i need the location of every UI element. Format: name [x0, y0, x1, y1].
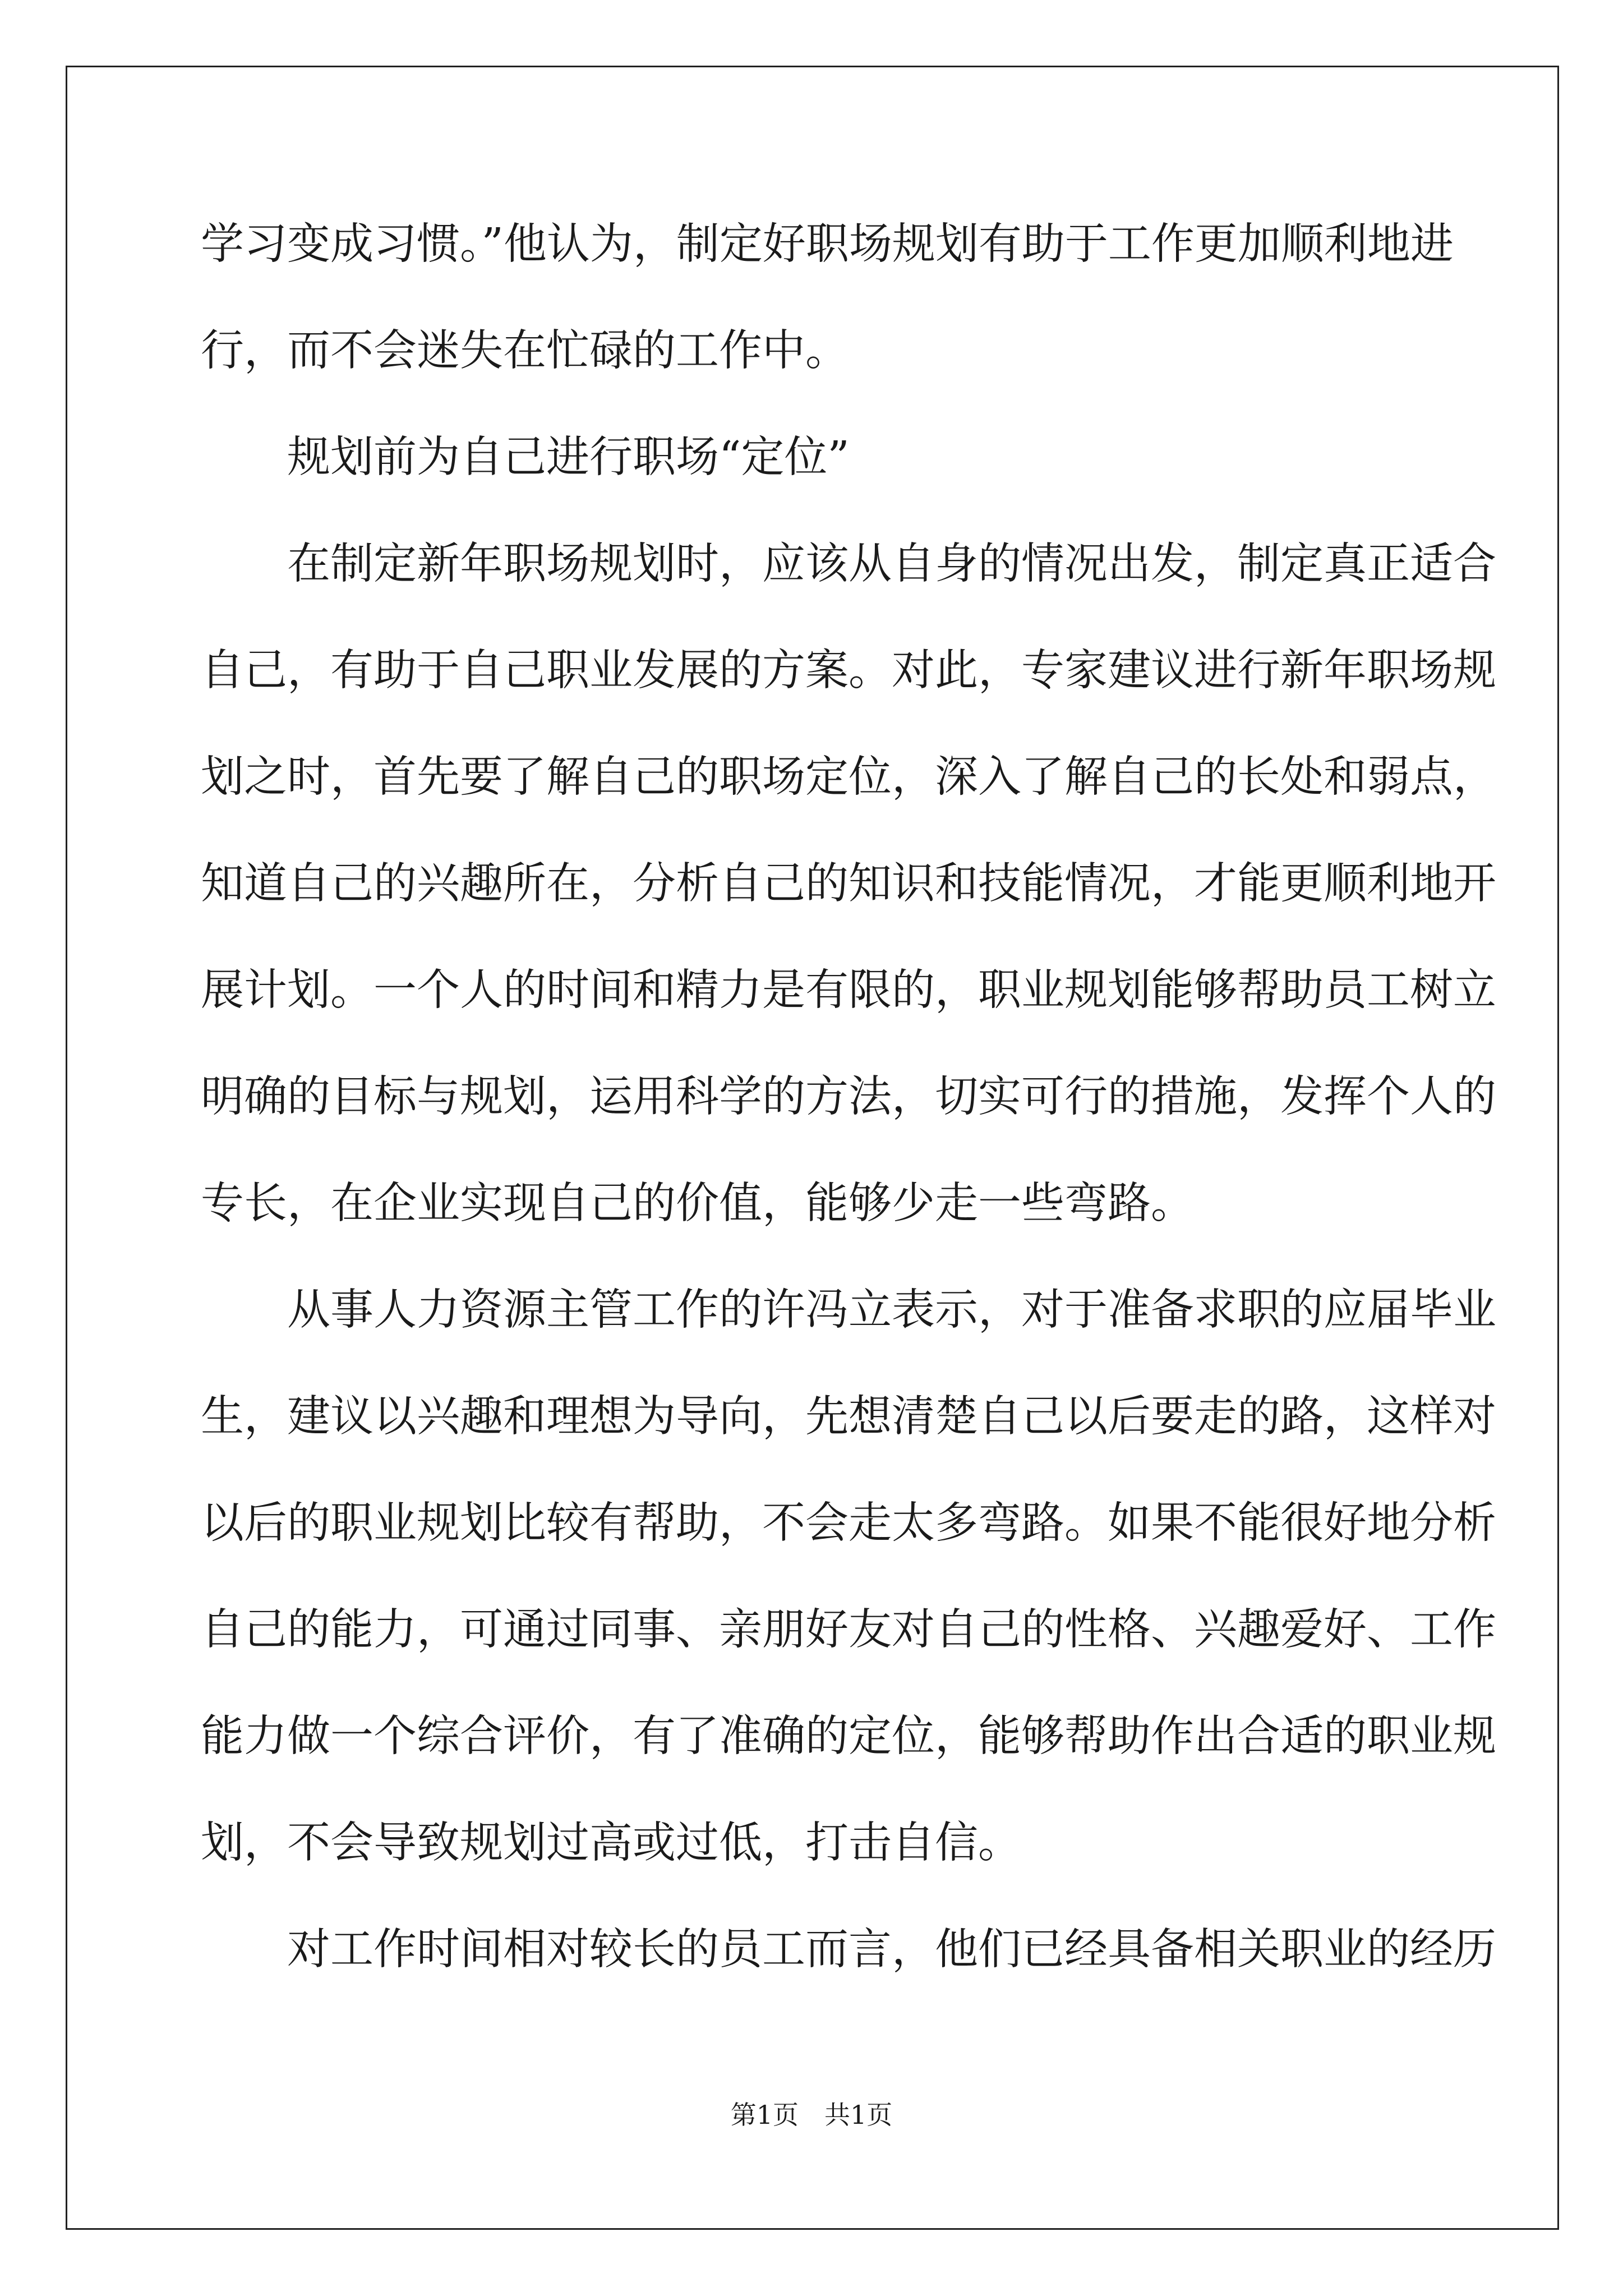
- text-line: 划，不会导致规划过高或过低，打击自信。: [201, 1818, 1021, 1868]
- text-line: 知道自己的兴趣所在，分析自己的知识和技能情况，才能更顺利地开: [201, 859, 1496, 909]
- text-line: 自己的能力，可通过同事、亲朋好友对自己的性格、兴趣爱好、工作: [201, 1605, 1496, 1655]
- text-line: 展计划。一个人的时间和精力是有限的，职业规划能够帮助员工树立: [201, 965, 1496, 1015]
- text-line: 自己，有助于自己职业发展的方案。对此，专家建议进行新年职场规: [201, 646, 1496, 696]
- text-line: 能力做一个综合评价，有了准确的定位，能够帮助作出合适的职业规: [201, 1711, 1496, 1761]
- text-line: 划之时，首先要了解自己的职场定位，深入了解自己的长处和弱点，: [201, 752, 1496, 802]
- section-heading: 规划前为自己进行职场“定位”: [201, 432, 850, 482]
- text-line: 明确的目标与规划，运用科学的方法，切实可行的措施，发挥个人的: [201, 1072, 1496, 1122]
- page-border: [66, 66, 1559, 2230]
- text-line: 对工作时间相对较长的员工而言，他们已经具备相关职业的经历: [201, 1925, 1496, 1975]
- text-line: 学习变成习惯。”他认为，制定好职场规划有助于工作更加顺利地进: [201, 219, 1454, 269]
- text-line: 以后的职业规划比较有帮助，不会走太多弯路。如果不能很好地分析: [201, 1498, 1496, 1548]
- text-line: 专长，在企业实现自己的价值，能够少走一些弯路。: [201, 1179, 1194, 1228]
- text-line: 生，建议以兴趣和理想为导向，先想清楚自己以后要走的路，这样对: [201, 1392, 1496, 1442]
- text-line: 行，而不会迷失在忙碌的工作中。: [201, 326, 849, 376]
- page-number-footer: 第1页 共1页: [730, 2100, 893, 2130]
- text-line: 从事人力资源主管工作的许冯立表示，对于准备求职的应届毕业: [201, 1285, 1496, 1335]
- text-line: 在制定新年职场规划时，应该从自身的情况出发，制定真正适合: [201, 539, 1496, 589]
